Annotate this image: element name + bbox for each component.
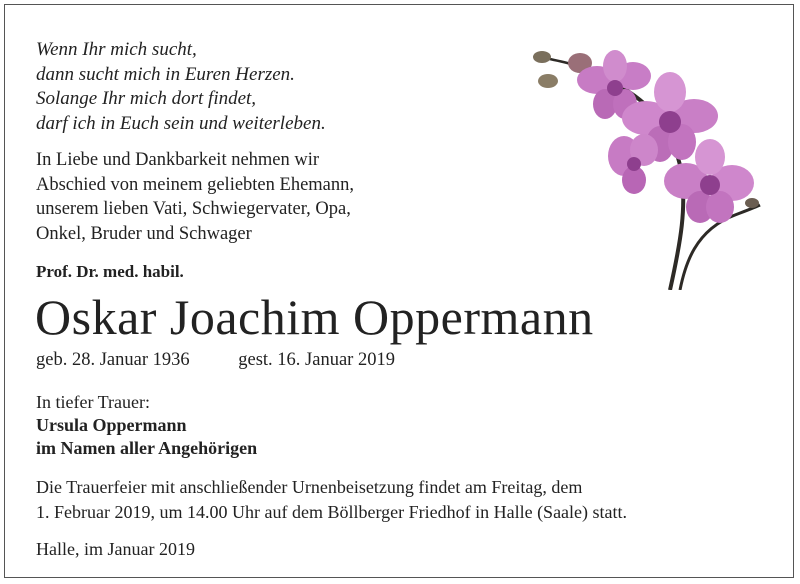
mourner-name: Ursula Oppermann (36, 415, 187, 435)
obituary-frame (4, 4, 794, 578)
orchid-bud (745, 198, 759, 208)
farewell-line: Onkel, Bruder und Schwager (36, 223, 252, 244)
farewell-line: Abschied von meinem geliebten Ehemann, (36, 174, 355, 195)
poem-line: Solange Ihr mich dort findet, (36, 88, 257, 109)
ceremony-line: Die Trauerfeier mit anschließender Urnenbeisetzung findet am Freitag, dem (36, 477, 583, 497)
ceremony-notice (36, 475, 627, 525)
orchid-bud (533, 51, 551, 63)
orchid-flower (608, 134, 658, 194)
farewell-line: unserem lieben Vati, Schwiegervater, Opa, (36, 199, 351, 219)
ceremony-line: 1. Februar 2019, um 14.00 Uhr auf dem Böllberger Friedhof in Halle (Saale) statt. (36, 502, 628, 522)
life-dates (36, 350, 395, 371)
deceased-name: Oskar Joachim Oppermann (35, 289, 594, 345)
poem (36, 38, 326, 136)
poem-line: Wenn Ihr mich sucht, (36, 39, 197, 60)
birth-date: geb. 28. Januar 1936 (36, 350, 190, 370)
orchid-image (520, 45, 770, 290)
orchid-bud (538, 74, 558, 88)
death-date: gest. 16. Januar 2019 (238, 350, 395, 370)
farewell-text (36, 148, 354, 246)
mourners (36, 391, 257, 460)
poem-line: dann sucht mich in Euren Herzen. (36, 63, 295, 85)
farewell-line: In Liebe und Dankbarkeit nehmen wir (36, 150, 320, 170)
academic-title: Prof. Dr. med. habil. (36, 262, 184, 281)
poem-line: darf ich in Euch sein und weiterleben. (36, 112, 326, 134)
place-and-date: Halle, im Januar 2019 (36, 539, 195, 559)
mourning-intro: In tiefer Trauer: (36, 392, 150, 412)
mourner-family: im Namen aller Angehörigen (36, 438, 258, 458)
